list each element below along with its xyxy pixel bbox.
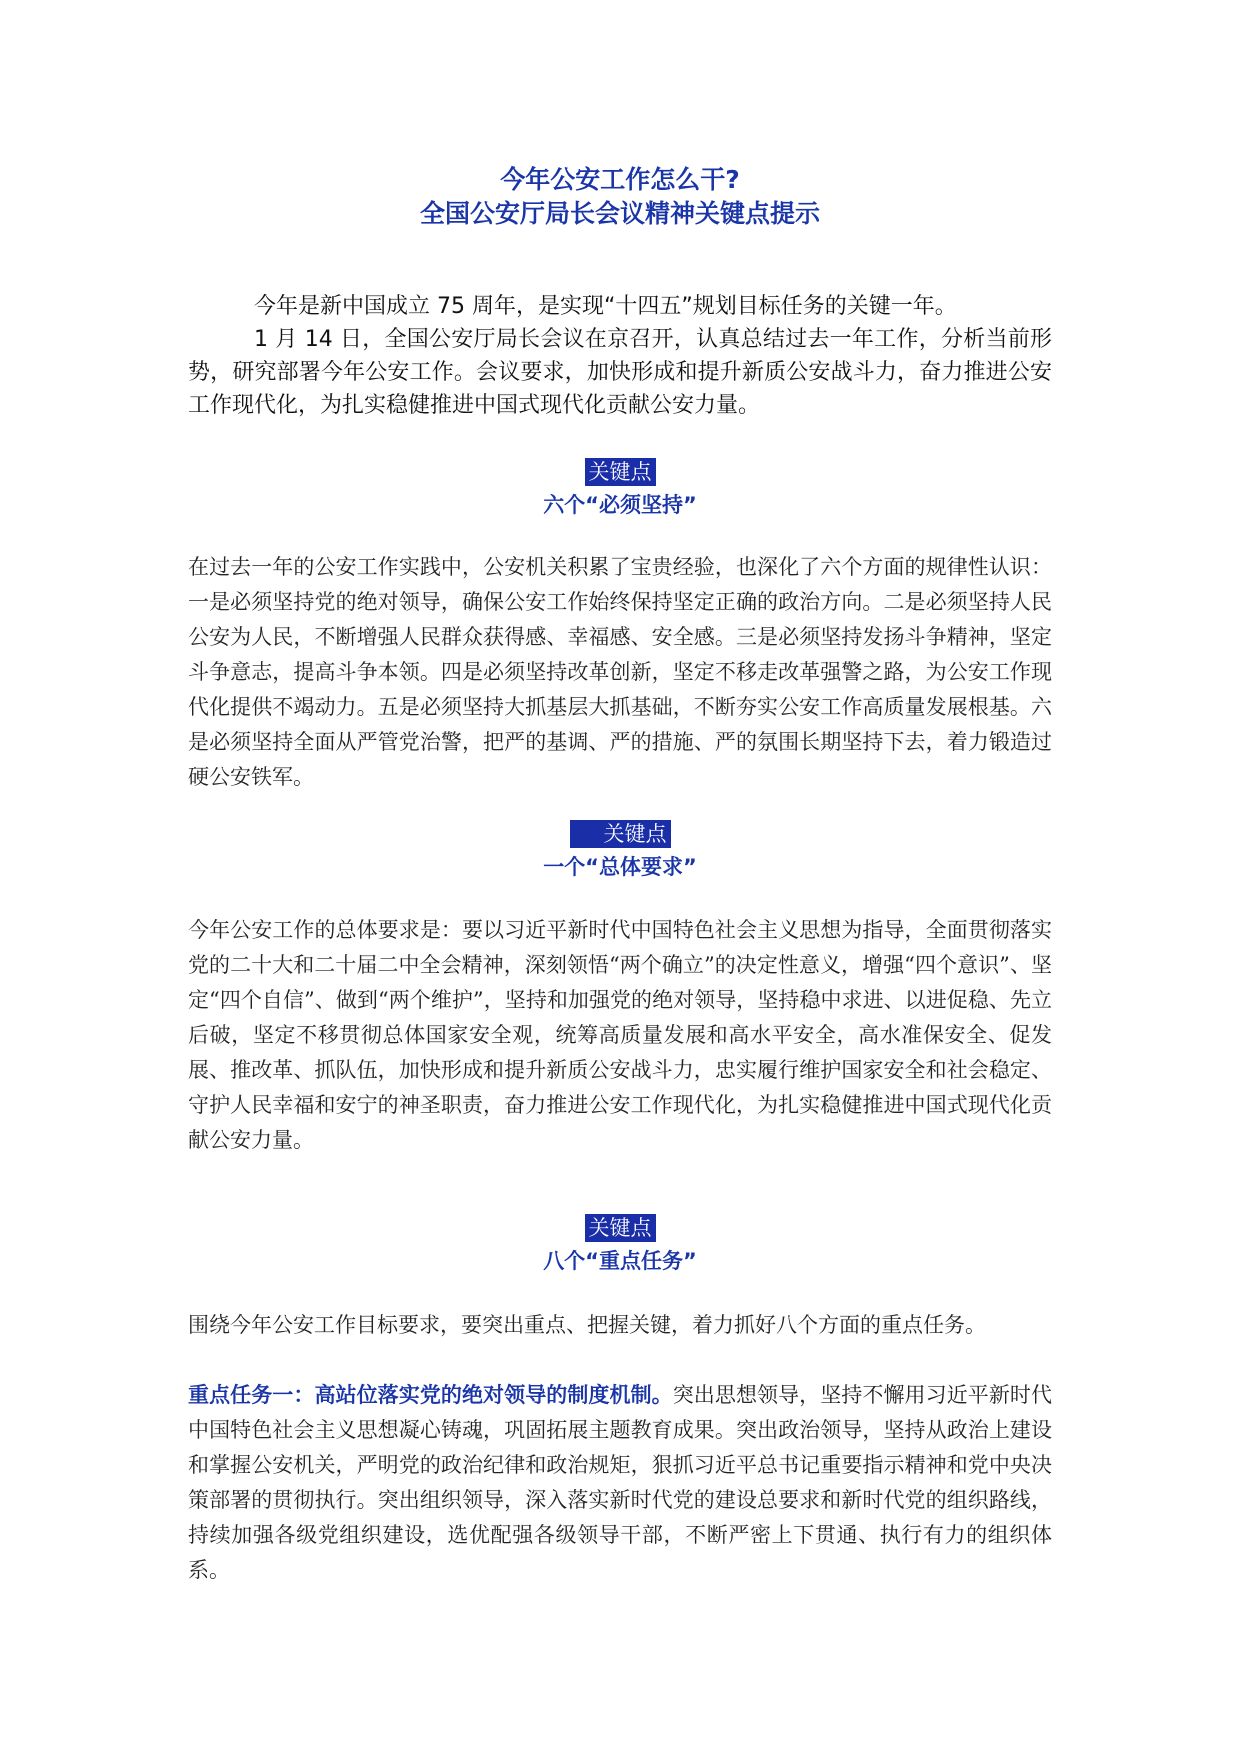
section-1-body: 在过去一年的公安工作实践中，公安机关积累了宝贵经验，也深化了六个方面的规律性认识：一是必须坚持党的绝对领导，确保公安工作始终保持坚定正确的政治方向。二是必须坚持人民公安为人民，不断增强人民群众获得感、幸福感、安全感。三是必须坚持发扬斗争精神，坚定斗争意志，提高斗争本领。四是必须坚持改革创新，坚定不移走改革强警之路，为公安工作现代化提供不竭动力。五是必须坚持大抓基层大抓基础，不断夯实公安工作高质量发展根基。六是必须坚持全面从严管党治警，把严的基调、严的措施、严的氛围长期坚持下去，着力锻造过硬公安铁军。 <box>188 555 1052 789</box>
section-3-keypoint <box>188 1214 1052 1244</box>
section-2-heading: 一个“总体要求” <box>543 855 697 879</box>
page-title-line2: 全国公安厅局长会议精神关键点提示 <box>419 199 820 228</box>
intro-paragraph-1: 今年是新中国成立 75 周年，是实现“十四五”规划目标任务的关键一年。 <box>254 294 957 319</box>
section-1-keypoint <box>188 458 1052 488</box>
section-2-keypoint <box>188 820 1052 850</box>
section-3-heading: 八个“重点任务” <box>543 1249 697 1273</box>
keypoint-badge: 关键点 <box>585 458 656 486</box>
task-1-body: 突出思想领导，坚持不懈用习近平新时代中国特色社会主义思想凝心铸魂，巩固拓展主题教育成果。突出政治领导，坚持从政治上建设和掌握公安机关，严明党的政治纪律和政治规矩，狠抓习近平总书记重要指示精神和党中央决策部署的贯彻执行。突出组织领导，深入落实新时代党的建设总要求和新时代党的组织路线，持续加强各级党组织建设，选优配强各级领导干部，不断严密上下贯通、执行有力的组织体系。 <box>188 1383 1053 1582</box>
section-2-body: 今年公安工作的总体要求是：要以习近平新时代中国特色社会主义思想为指导，全面贯彻落实党的二十大和二十届二中全会精神，深刻领悟“两个确立”的决定性意义，增强“四个意识”、坚定“四个自信”、做到“两个维护”，坚持和加强党的绝对领导，坚持稳中求进、以进促稳、先立后破，坚定不移贯彻总体国家安全观，统筹高质量发展和高水平安全，高水准保安全、促发展、推改革、抓队伍，加快形成和提升新质公安战斗力，忠实履行维护国家安全和社会稳定、守护人民幸福和安宁的神圣职责，奋力推进公安工作现代化，为扎实稳健推进中国式现代化贡献公安力量。 <box>188 918 1052 1152</box>
section-3-intro: 围绕今年公安工作目标要求，要突出重点、把握关键，着力抓好八个方面的重点任务。 <box>188 1313 986 1337</box>
keypoint-badge: 关键点 <box>585 1214 656 1242</box>
intro-paragraph-2: 1 月 14 日，全国公安厅局长会议在京召开，认真总结过去一年工作，分析当前形势，研究部署今年公安工作。会议要求，加快形成和提升新质公安战斗力，奋力推进公安工作现代化，为扎实稳健推进中国式现代化贡献公安力量。 <box>188 327 1052 418</box>
task-1-paragraph <box>188 1378 1052 1588</box>
section-1-heading: 六个“必须坚持” <box>543 493 697 517</box>
page-title-line1: 今年公安工作怎么干? <box>500 165 740 194</box>
keypoint-badge: 关键点 <box>570 820 671 848</box>
task-1-lead: 重点任务一：高站位落实党的绝对领导的制度机制。 <box>188 1383 673 1407</box>
